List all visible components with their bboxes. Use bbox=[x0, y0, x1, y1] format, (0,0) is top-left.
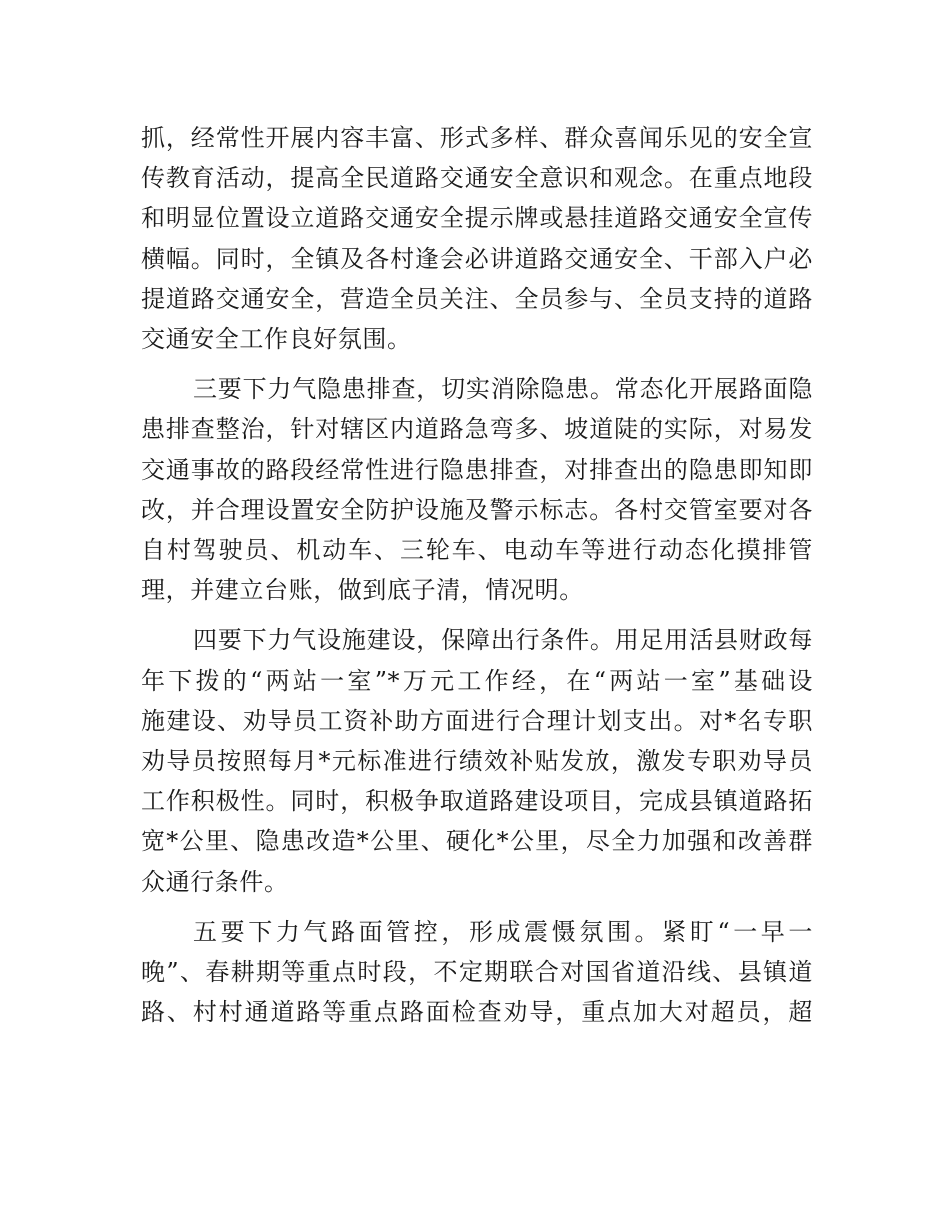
text-line: 理，并建立台账，做到底子清，情况明。 bbox=[141, 576, 584, 605]
text-line: 晚”、春耕期等重点时段，不定期联合对国省道沿线、县镇道 bbox=[141, 958, 813, 987]
text-line: 路、村村通道路等重点路面检查劝导，重点加大对超员，超 bbox=[141, 998, 813, 1027]
text-line: 宽*公里、隐患改造*公里、硬化*公里，尽全力加强和改善群 bbox=[141, 827, 813, 856]
text-line: 四要下力气设施建设，保障出行条件。用足用活县财政每 bbox=[193, 626, 813, 655]
text-line: 年下拨的“两站一室”*万元工作经，在“两站一室”基础设 bbox=[141, 666, 813, 695]
text-line: 横幅。同时，全镇及各村逢会必讲道路交通安全、干部入户必 bbox=[141, 244, 813, 273]
paragraph-publicity bbox=[141, 118, 813, 359]
text-line: 三要下力气隐患排查，切实消除隐患。常态化开展路面隐 bbox=[193, 375, 813, 404]
paragraph-hazard-inspection bbox=[141, 369, 813, 610]
text-line: 提道路交通安全，营造全员关注、全员参与、全员支持的道路 bbox=[141, 284, 813, 313]
paragraph-facility-construction bbox=[141, 620, 813, 901]
text-line: 传教育活动，提高全民道路交通安全意识和观念。在重点地段 bbox=[141, 164, 813, 193]
text-line: 抓，经常性开展内容丰富、形式多样、群众喜闻乐见的安全宣 bbox=[141, 124, 813, 152]
text-line: 交通事故的路段经常性进行隐患排查，对排查出的隐患即知即 bbox=[141, 455, 813, 484]
text-line: 交通安全工作良好氛围。 bbox=[141, 325, 412, 354]
text-line: 劝导员按照每月*元标准进行绩效补贴发放，激发专职劝导员 bbox=[141, 747, 813, 776]
text-line: 五要下力气路面管控，形成震慑氛围。紧盯“一早一 bbox=[193, 917, 813, 946]
text-line: 改，并合理设置安全防护设施及警示标志。各村交管室要对各 bbox=[141, 495, 813, 524]
text-line: 施建设、劝导员工资补助方面进行合理计划支出。对*名专职 bbox=[141, 706, 813, 735]
paragraph-road-control bbox=[141, 912, 813, 1033]
text-line: 众通行条件。 bbox=[141, 867, 289, 896]
text-line: 和明显位置设立道路交通安全提示牌或悬挂道路交通安全宣传 bbox=[141, 204, 813, 233]
text-line: 自村驾驶员、机动车、三轮车、电动车等进行动态化摸排管 bbox=[141, 536, 813, 565]
text-line: 患排查整治，针对辖区内道路急弯多、坡道陡的实际，对易发 bbox=[141, 415, 813, 444]
document-body bbox=[141, 118, 813, 1042]
text-line: 工作积极性。同时，积极争取道路建设项目，完成县镇道路拓 bbox=[141, 787, 813, 816]
